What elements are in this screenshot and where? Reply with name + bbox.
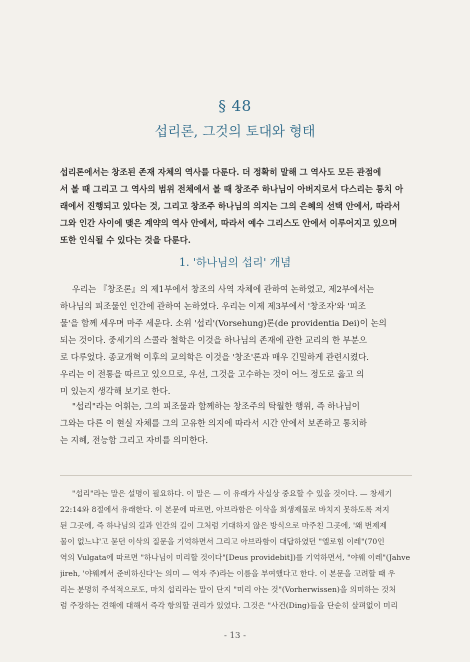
- note-line: 된 그곳에, 즉 하나님의 길과 인간의 길이 그처럼 기대하지 않은 방식으로 마주친 그곳에, '왜 번제제: [60, 521, 387, 530]
- small-print-note: [60, 486, 412, 614]
- note-line: 물이 없느냐'고 묻던 이삭의 질문을 기억하면서 그리고 아브라함이 대답하였던 "엘로힘 이레"(70인: [60, 537, 385, 546]
- body-line: "섭리"라는 어휘는, 그의 피조물과 함께하는 창조주의 탁월한 행위, 즉 하나님이: [72, 401, 360, 411]
- note-line: 역의 Vulgata에 따르면 "하나님이 미리할 것이다"[Deus providebit])를 기억하면서, "야웨 이레"(Jahve: [60, 553, 411, 562]
- summary-line: 또한 인식될 수 있다는 것을 다룬다.: [60, 235, 191, 245]
- summary-line: 그와 인간 사이에 맺은 계약의 역사 안에서, 따라서 예수 그리스도 안에서 이루어지고 있으며: [60, 218, 398, 228]
- chapter-number: § 48: [218, 97, 252, 115]
- body-line: 그와는 다른 이 현실 자체를 그의 고유한 의지에 따라서 시간 안에서 보존하고 통치하: [60, 418, 368, 428]
- page-number: - 13 -: [224, 631, 246, 641]
- note-line: 리는 분명히 주석적으로도, 마치 섭리라는 말이 단지 "미리 아는 것"(Vorherwissen)을 의미하는 것처: [60, 585, 397, 594]
- body-line: 로 다루었다. 종교개혁 이후의 교의학은 이것을 '창조'론과 매우 긴밀하게 관련시켰다.: [60, 352, 369, 362]
- body-line: 는 지혜, 전능함 그리고 자비를 의미한다.: [60, 435, 209, 445]
- chapter-title: 섭리론, 그것의 토대와 형태: [154, 124, 316, 140]
- body-line: 미 있는지 생각해 보기로 한다.: [60, 386, 171, 396]
- body-line: 우리는 이 전통을 따르고 있으므로, 우선, 그것을 고수하는 것이 어느 정도로 옳고 의: [60, 369, 365, 379]
- body-line: 되는 것이다. 중세기의 스콜라 철학은 이것을 하나님의 존재에 관한 교리의 한 부분으: [60, 335, 368, 345]
- body-paragraph-2: [60, 398, 412, 449]
- summary-line: 섭리론에서는 창조된 존재 자체의 역사를 다룬다. 더 정확히 말해 그 역사도 모든 관점에: [60, 167, 382, 177]
- summary-line: 래에서 진행되고 있다는 것, 그리고 창조주 하나님의 의지는 그의 은혜의 선택 안에서, 따라서: [60, 201, 401, 211]
- note-line: 럼 주장하는 견해에 대해서 즉각 항의할 권리가 있었다. 그것은 "사건(Ding)들을 단순히 살펴없이 미리: [60, 601, 398, 610]
- body-paragraph-1: [60, 281, 412, 400]
- section-divider: [60, 475, 412, 476]
- body-line: 물'을 함께 세우며 마주 세운다. 소위 '섭리'(Vorsehung)론(de providentia Dei)이 논의: [60, 318, 387, 328]
- note-line: "섭리"라는 말은 설명이 필요하다. 이 말은 — 이 유래가 사실상 중요할 수 있을 것이다. — 창세기: [72, 489, 392, 498]
- body-line: 하나님의 피조물인 인간에 관하여 논하였다. 우리는 이제 제3부에서 '창조자'와 '피조: [60, 301, 366, 311]
- body-line: 우리는 『창조론』의 제1부에서 창조의 사역 자체에 관하여 논하였고, 제2부에서는: [72, 284, 375, 294]
- section-heading: 1. '하나님의 섭리' 개념: [178, 256, 292, 269]
- note-line: 22:14와 8절에서 유래한다. 이 본문에 따르면, 아브라함은 이삭을 희생제물로 바치지 못하도록 저지: [60, 505, 390, 514]
- chapter-summary: [60, 164, 412, 249]
- summary-line: 서 볼 때 그리고 그 역사의 범위 전체에서 볼 때 창조주 하나님이 아버지로서 다스리는 통치 아: [60, 184, 404, 194]
- note-line: jireh, '야웨께서 준비하신다'는 의미 — 역자 주)라는 이름을 부여했다고 한다. 이 본문을 고려할 때 우: [60, 569, 396, 578]
